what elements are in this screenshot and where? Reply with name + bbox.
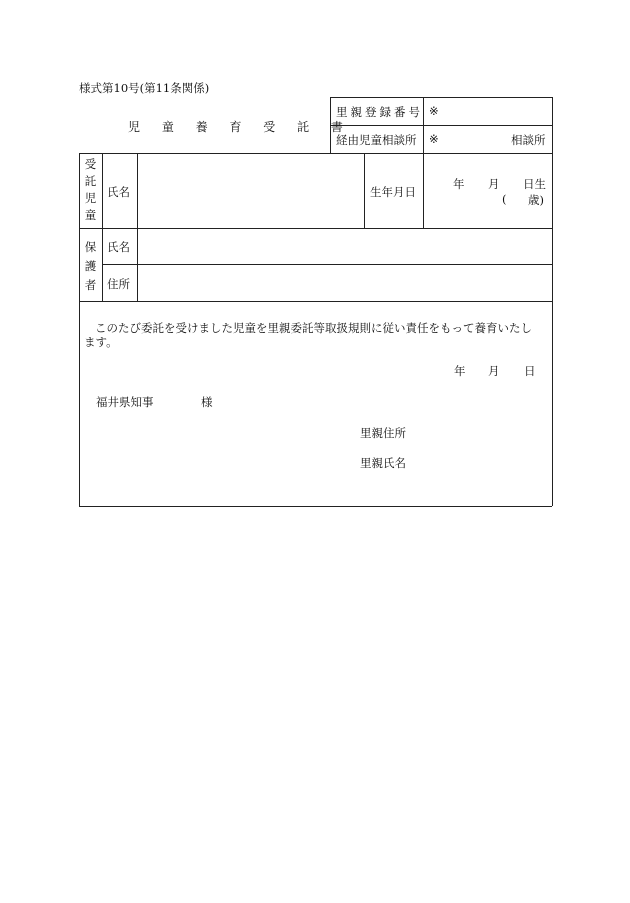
child-name-label: 氏名 bbox=[107, 185, 130, 199]
child-group-label bbox=[79, 156, 102, 224]
foster-name-field[interactable] bbox=[412, 451, 548, 473]
child-group-char: 童 bbox=[84, 208, 97, 222]
grid-line bbox=[330, 97, 331, 153]
guardian-group-label bbox=[79, 238, 102, 295]
grid-line bbox=[79, 506, 552, 507]
grid-line bbox=[330, 125, 552, 126]
grid-line bbox=[552, 97, 553, 506]
birth-day-label: 日生 bbox=[523, 177, 546, 191]
honorific: 様 bbox=[201, 395, 213, 409]
child-group-char: 託 bbox=[84, 174, 97, 188]
date-day-label: 日 bbox=[524, 364, 536, 378]
grid-line bbox=[330, 97, 552, 98]
foster-address-label: 里親住所 bbox=[360, 426, 406, 440]
foster-name-label: 里親氏名 bbox=[360, 456, 406, 470]
date-year-label: 年 bbox=[454, 364, 466, 378]
grid-line bbox=[102, 153, 103, 301]
form-number: 様式第10号(第11条関係) bbox=[79, 81, 210, 95]
child-birth-label: 生年月日 bbox=[370, 185, 416, 199]
child-birth-field[interactable] bbox=[424, 154, 551, 227]
grid-line bbox=[364, 153, 365, 228]
declaration-line-2: ます。 bbox=[84, 335, 118, 349]
via-center-mark: ※ bbox=[429, 132, 439, 146]
guardian-group-char: 護 bbox=[84, 259, 97, 273]
birth-year-label: 年 bbox=[453, 177, 465, 191]
guardian-name-label: 氏名 bbox=[107, 240, 130, 254]
foster-address-field[interactable] bbox=[412, 421, 548, 443]
via-center-label: 経由児童相談所 bbox=[336, 133, 417, 147]
age-close: 歳) bbox=[528, 193, 544, 207]
grid-line bbox=[79, 301, 552, 302]
document-title: 児 童 養 育 受 託 書 bbox=[128, 120, 352, 134]
guardian-address-field[interactable] bbox=[138, 265, 551, 300]
child-name-field[interactable] bbox=[138, 154, 363, 227]
declaration-line-1: このたび委託を受けました児童を里親委託等取扱規則に従い責任をもって養育いたし bbox=[95, 321, 532, 335]
child-group-char: 受 bbox=[84, 157, 97, 171]
guardian-name-field[interactable] bbox=[138, 229, 551, 263]
date-month-label: 月 bbox=[488, 364, 500, 378]
birth-month-label: 月 bbox=[488, 177, 500, 191]
child-group-char: 児 bbox=[84, 191, 97, 205]
guardian-address-label: 住所 bbox=[107, 277, 130, 291]
via-center-suffix: 相談所 bbox=[511, 133, 546, 147]
registration-number-mark: ※ bbox=[429, 104, 439, 118]
guardian-group-char: 者 bbox=[84, 278, 97, 292]
addressee: 福井県知事 bbox=[96, 395, 154, 409]
registration-number-label: 里親登録番号 bbox=[336, 105, 423, 119]
guardian-group-char: 保 bbox=[84, 240, 97, 254]
age-open: ( bbox=[502, 192, 507, 206]
